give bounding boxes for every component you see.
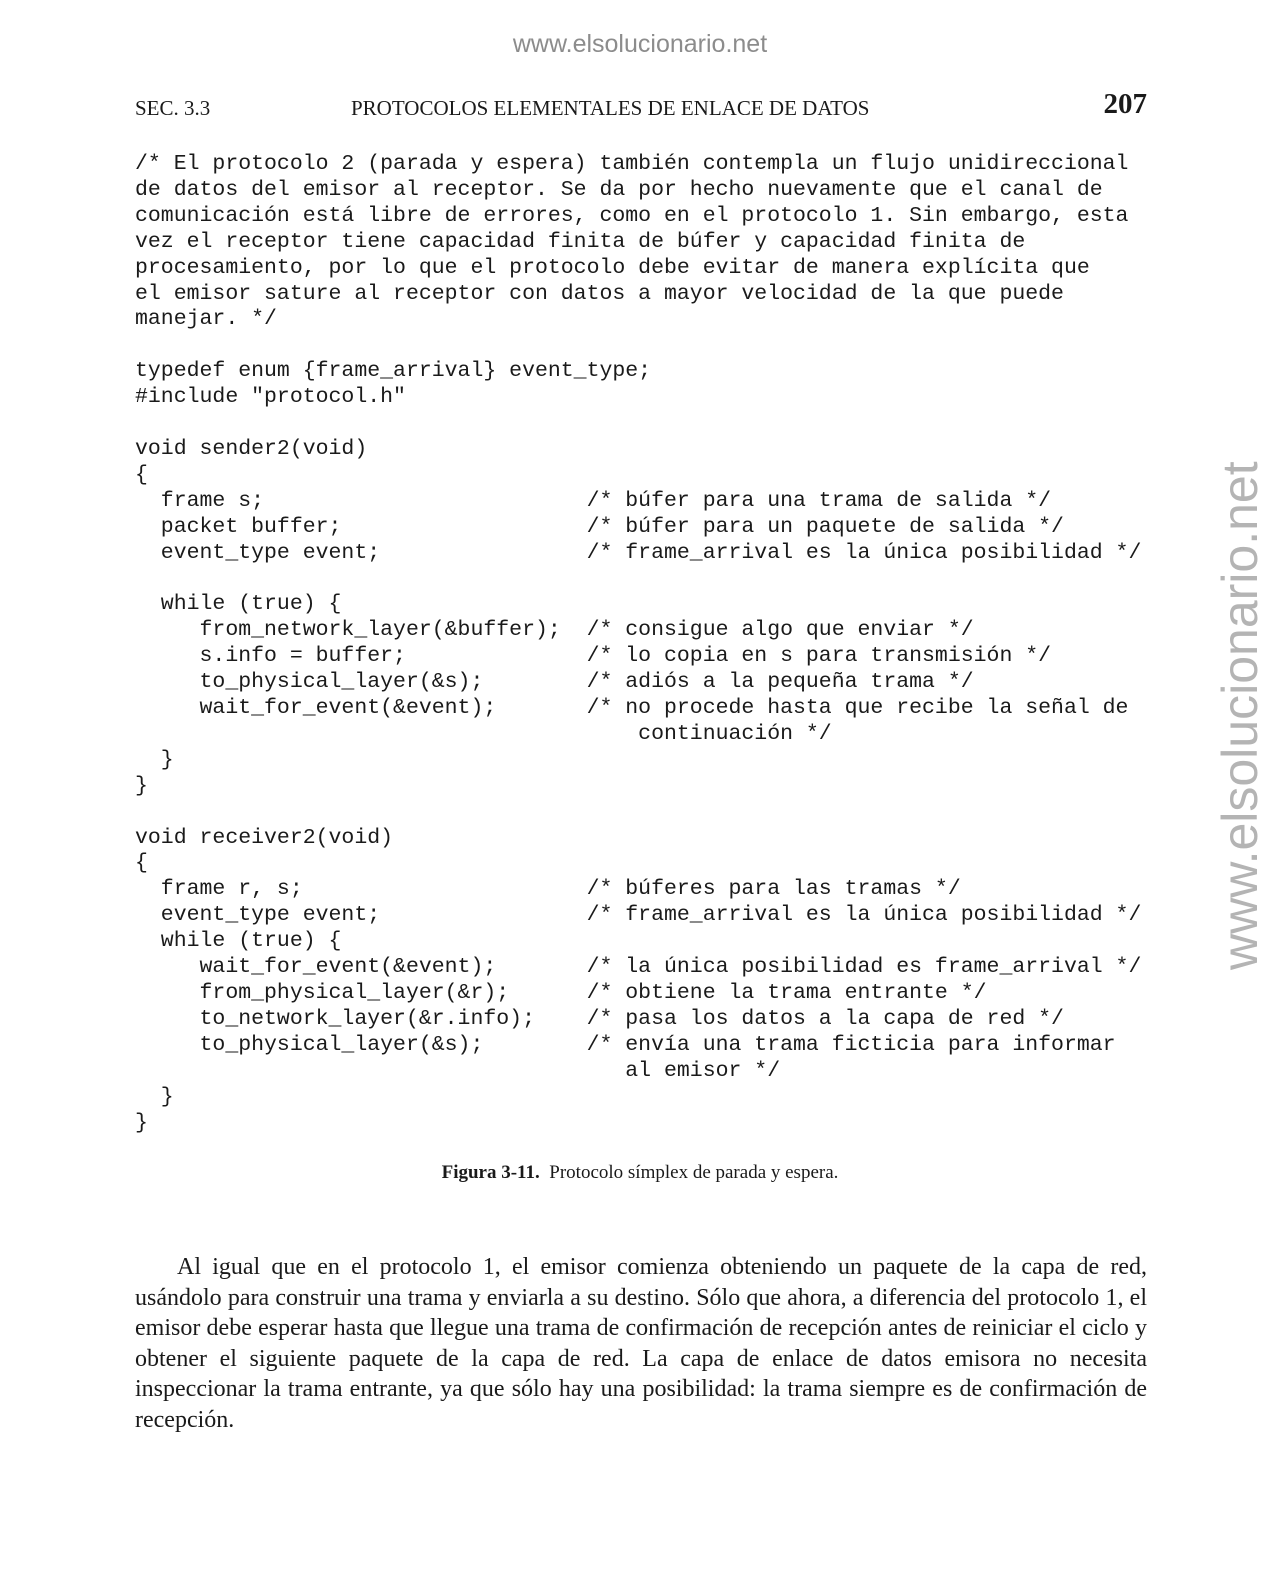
code-line: packet buffer; /* búfer para un paquete de salida */ (135, 514, 1064, 539)
section-number: SEC. 3.3 (135, 96, 211, 120)
code-line: /* El protocolo 2 (parada y espera) también contempla un flujo unidireccional (135, 152, 1129, 176)
code-line: to_physical_layer(&s); /* envía una trama ficticia para informar (135, 1032, 1116, 1057)
figure-caption-text: Protocolo símplex de parada y espera. (549, 1162, 839, 1183)
code-line: el emisor sature al receptor con datos a mayor velocidad de la que puede (135, 281, 1064, 306)
page-number: 207 (1103, 88, 1147, 120)
code-line: event_type event; /* frame_arrival es la única posibilidad */ (135, 540, 1142, 565)
figure-label: Figura 3-11. (441, 1162, 540, 1183)
code-line: frame s; /* búfer para una trama de salida */ (135, 488, 1052, 513)
code-line: wait_for_event(&event); /* la única posibilidad es frame_arrival */ (135, 955, 1142, 980)
code-line: while (true) { (135, 929, 342, 954)
code-listing (135, 152, 1141, 1136)
figure-caption (0, 1162, 1280, 1184)
code-line: vez el receptor tiene capacidad finita de búfer y capacidad finita de (135, 229, 1026, 254)
code-line: al emisor */ (135, 1058, 781, 1083)
code-line: #include "protocol.h" (135, 385, 406, 410)
code-line: from_network_layer(&buffer); /* consigue algo que enviar */ (135, 618, 974, 643)
code-line: manejar. */ (135, 307, 277, 332)
code-line: } (135, 773, 148, 798)
code-line: to_network_layer(&r.info); /* pasa los datos a la capa de red */ (135, 1006, 1064, 1031)
code-line: event_type event; /* frame_arrival es la única posibilidad */ (135, 903, 1142, 928)
code-line: wait_for_event(&event); /* no procede hasta que recibe la señal de (135, 696, 1129, 721)
code-line: continuación */ (135, 721, 832, 746)
code-line: { (135, 462, 148, 487)
body-paragraph: Al igual que en el protocolo 1, el emisor comienza obteniendo un paquete de la capa de red, usándolo para construir una trama y enviarla a su destino. Sólo que ahora, a diferencia del protocolo 1, el emisor debe esperar hasta que llegue una trama de confirmación de recepción antes de reiniciar el ciclo y obtener el siguiente paquete de la capa de red. La capa de enlace de datos emisora no necesita inspeccionar la trama entrante, ya que sólo hay una posibilidad: la trama siempre es de confirmación de recepción. (135, 1254, 1147, 1433)
chapter-title: PROTOCOLOS ELEMENTALES DE ENLACE DE DATOS (351, 96, 870, 120)
code-line: from_physical_layer(&r); /* obtiene la trama entrante */ (135, 981, 987, 1005)
code-line: de datos del emisor al receptor. Se da por hecho nuevamente que el canal de (135, 177, 1103, 202)
watermark-side: www.elsolucionario.net (1212, 461, 1268, 970)
code-line: s.info = buffer; /* lo copia en s para transmisión */ (135, 644, 1052, 669)
code-line: comunicación está libre de errores, como en el protocolo 1. Sin embargo, esta (135, 203, 1129, 228)
code-line: while (true) { (135, 592, 342, 617)
code-line: } (135, 747, 174, 772)
code-line: void receiver2(void) (135, 825, 394, 850)
code-line: } (135, 1084, 174, 1109)
code-line: typedef enum {frame_arrival} event_type; (135, 359, 652, 384)
code-line: procesamiento, por lo que el protocolo debe evitar de manera explícita que (135, 255, 1090, 280)
code-line: } (135, 1110, 148, 1135)
code-line: void sender2(void) (135, 436, 368, 461)
code-line: to_physical_layer(&s); /* adiós a la pequeña trama */ (135, 670, 974, 695)
code-line: frame r, s; /* búferes para las tramas */ (135, 877, 961, 902)
code-line: { (135, 851, 148, 876)
watermark-top: www.elsolucionario.net (512, 30, 768, 58)
running-head (135, 88, 1147, 128)
